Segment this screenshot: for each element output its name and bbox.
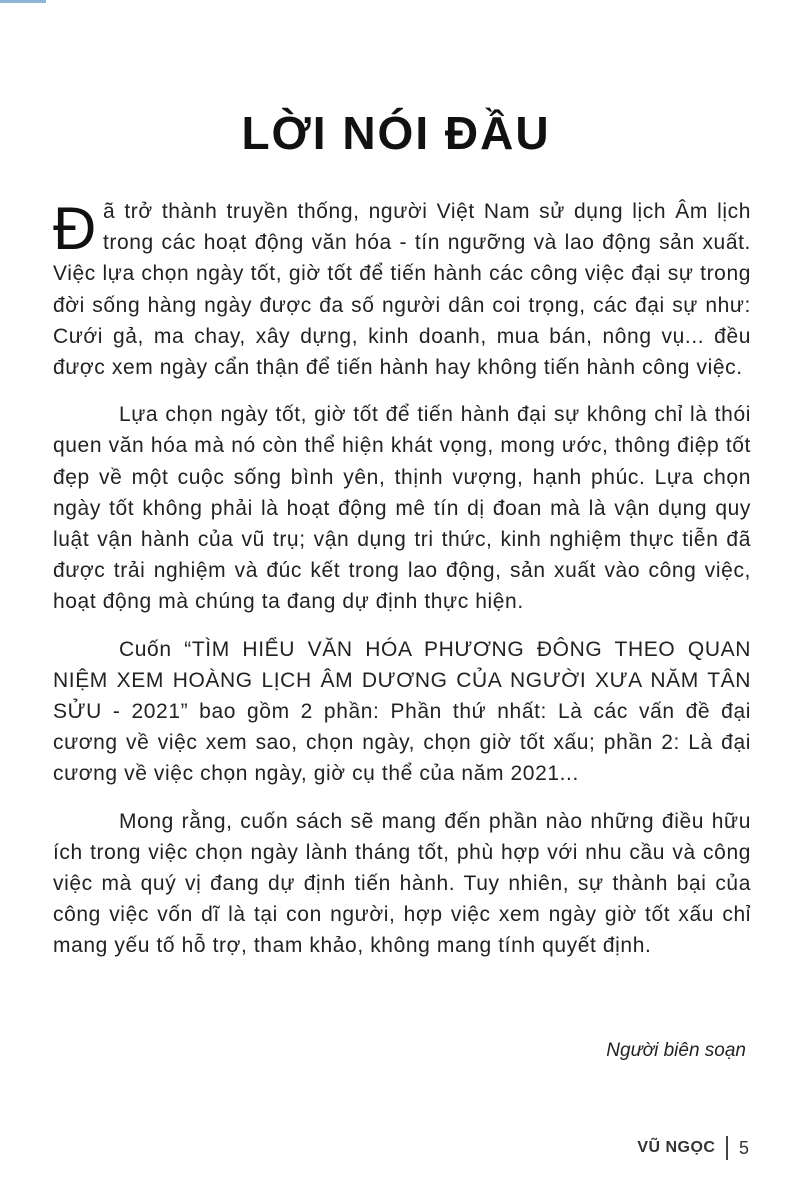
- paragraph-2: Lựa chọn ngày tốt, giờ tốt để tiến hành đại sự không chỉ là thói quen văn hóa mà nó còn thể hiện khát vọng, mong ước, thông điệp tốt đẹp về một cuộc sống bình yên, thịnh vượng, hạnh phúc. Lựa chọn ngày tốt không phải là hoạt động mê tín dị đoan mà là vận dụng quy luật vận hành của vũ trụ; vận dụng tri thức, kinh nghiệm thực tiễn đã được trải nghiệm và đúc kết trong lao động, sản xuất vào công việc, hoạt động mà chúng ta đang dự định thực hiện.: [53, 403, 751, 614]
- paragraph-4: Mong rằng, cuốn sách sẽ mang đến phần nào những điều hữu ích trong việc chọn ngày lành tháng tốt, phù hợp với nhu cầu và công việc mà quý vị đang dự định tiến hành. Tuy nhiên, sự thành bại của công việc vốn dĩ là tại con người, hợp việc xem ngày giờ tốt xấu chỉ mang yếu tố hỗ trợ, tham khảo, không mang tính quyết định.: [53, 809, 751, 958]
- footer-author: VŨ NGỌC: [637, 1139, 716, 1156]
- paragraph-1: [53, 196, 751, 383]
- page-footer: [637, 1136, 749, 1160]
- paragraph-3: Cuốn “TÌM HIỂU VĂN HÓA PHƯƠNG ĐÔNG THEO QUAN NIỆM XEM HOÀNG LỊCH ÂM DƯƠNG CỦA NGƯỜI XƯA NĂM TÂN SỬU - 2021” bao gồm 2 phần: Phần thứ nhất: Là các vấn đề đại cương về việc xem sao, chọn ngày, chọn giờ tốt xấu; phần 2: Là đại cương về việc chọn ngày, giờ cụ thể của năm 2021...: [53, 637, 751, 786]
- paragraph-1-text: ã trở thành truyền thống, người Việt Nam sử dụng lịch Âm lịch trong các hoạt động văn hóa - tín ngưỡng và lao động sản xuất. Việc lựa chọn ngày tốt, giờ tốt để tiến hành các công việc đại sự trong đời sống hàng ngày được đa số người dân coi trọng, các đại sự như: Cưới gả, ma chay, xây dựng, kinh doanh, mua bán, nông vụ... đều được xem ngày cẩn thận để tiến hành hay không tiến hành công việc.: [53, 200, 751, 380]
- page-title: LỜI NÓI ĐẦU: [241, 107, 551, 159]
- footer-divider: [726, 1136, 728, 1160]
- page-number: 5: [738, 1137, 749, 1158]
- drop-cap-letter: Đ: [53, 195, 97, 262]
- author-signature: Người biên soạn: [606, 1040, 746, 1061]
- preface-body: [53, 196, 751, 978]
- corner-decoration: [0, 0, 46, 3]
